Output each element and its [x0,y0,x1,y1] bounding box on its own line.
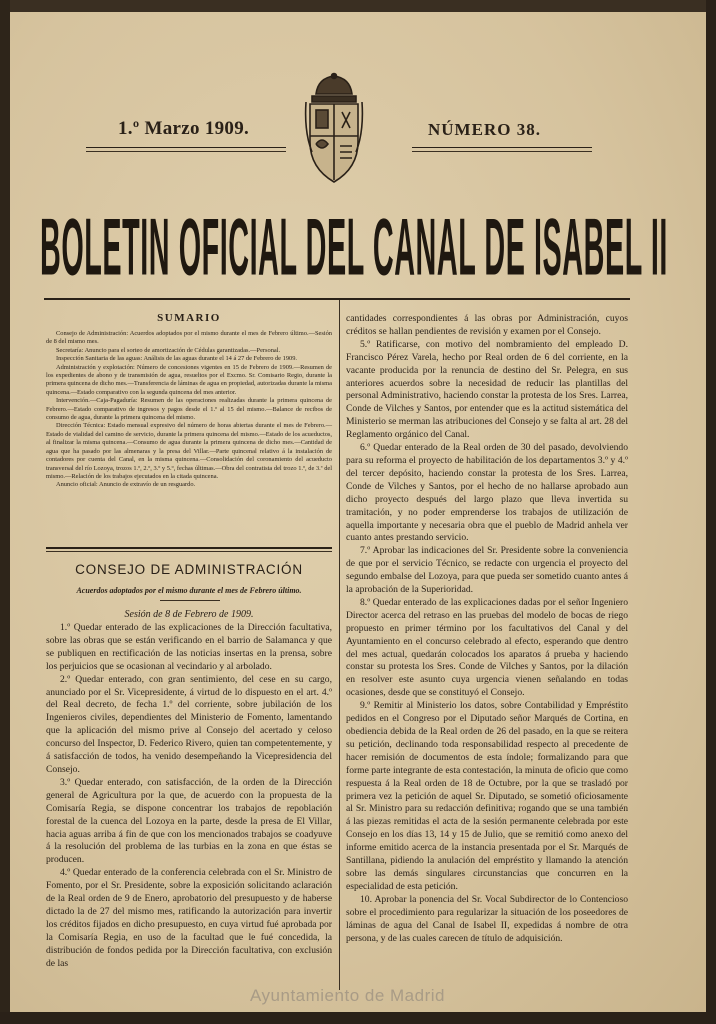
summary-paragraph: Intervención.—Caja-Pagaduría: Resumen de las operaciones realizadas durante la primera quincena de Febrero.—Estado comparativo de ingresos y pagos desde el 1.º al 15 del mismo.—Balance de recibos de consumo de agua, durante la primera quincena del mismo. [46,397,332,422]
column-divider [339,300,340,990]
header-rule-right [412,147,592,148]
bottom-edge [0,1012,716,1024]
masthead-title: BOLETIN OFICIAL DEL CANAL DE ISABEL II [40,203,668,294]
right-column-body [346,313,628,945]
summary-title: SUMARIO [157,312,221,324]
coat-of-arms-icon [302,72,366,188]
section-rule [46,547,332,549]
summary-body [46,330,332,490]
agreement-paragraph: 9.º Remitir al Ministerio los datos, sobre Contabilidad y Empréstito pedidos en el Congreso por el Diputado señor Marqués de Cortina, en obediencia debida de la Real orden de 26 del pasado, en la que se reitera su petición, declinando toda responsabilidad respecto al precedente de hacer remisión de documentos de esta índole; formalizando para que forme parte integrante de esta contestación, la minuta de oficio que como respuesta á la Real orden de 18 de Octubre, por la que se trasladó por primera vez la petición de aquel Sr. Diputado, se sometió oficiosamente al Sr. Ministro para su redacción definitiva; rogando que se una también á las piezas remitidas el acta de la sesión permanente celebrada por este Consejo en los días 13, 14 y 15 de Julio, que se remitió como anexo del informe emitido acerca de la instancia presentada por el Sr. Marqués de Santillana, pidiendo la anulación del empréstito y llamando la atención sobre las demás singulares circunstancias que concurren en la especialidad de esta petición. [346,700,628,892]
subtitle-rule [160,600,220,601]
agreement-paragraph: 6.º Quedar enterado de la Real orden de 30 del pasado, devolviendo para su reforma el proyecto de habilitación de los departamentos 3.º y 4.º del tercer depósito, haciendo constar la protesta de los Sres. Larrea, Conde de Vilches y Santos, por el hecho de no hallarse aprobado aun dicho proyecto después del largo plazo que lleva invertida su tramitación, y no poder emprenderse los trabajos de utilización de aquella importante y necesaria obra que el pueblo de Madrid anhela ver cuanto antes prestando servicio. [346,442,628,544]
left-column-body [46,622,332,970]
summary-paragraph: Administración y explotación: Número de concesiones vigentes en 15 de Febrero de 1909.—Resumen de los expedientes de abono y de transmisión de agua, resueltos por el Excmo. Sr. Comisario Regio, durante la primera quincena de dicho mes.—Transferencia de láminas de agua en propiedad, autorizadas durante la misma quincena.—Estado comparativo con la segunda quincena del mes anterior. [46,363,332,396]
summary-paragraph: Secretaría: Anuncio para el sorteo de amortización de Cédulas garantizadas.—Personal. [56,346,281,354]
agreement-paragraph: cantidades correspondientes á las obras por Administración, cuyos créditos se hallan pendientes de revisión y examen por el Consejo. [346,313,628,337]
summary-paragraph: Consejo de Administración: Acuerdos adoptados por el mismo durante el mes de Febrero último.—Sesión de 8 del mismo mes. [46,330,332,346]
summary-paragraph: Dirección Técnica: Estado mensual expresivo del número de horas abiertas durante el mes de Febrero.—Estado de vialidad del camino de servicio, durante la primera quincena del mismo.—Estado de los acueductos, al finalizar la misma quincena.—Consumo de agua durante la primera quincena de dicho mes.—Cantidad de agua que ha pasado por las almenaras y la presa del Villar.—Parte quincenal relativo á la instalación de contadores por cuenta del Canal, en la misma quincena.—Consolidación del coronamiento del acueducto transversal del río Lozoya, trozos 1.º, 2.º, 3.º y 5.º, fechas últimas.—Obra del contratista del trozo 1.º, de 3.ª del mismo.—Relación de los trabajos ejecutados en la citada quincena. [46,422,332,480]
issue-number: NÚMERO 38. [428,120,541,139]
masthead-rule [44,298,630,300]
header-rule-left [86,147,286,148]
page-edge [706,0,716,1024]
header-rule-left-thin [86,151,286,152]
section-subtitle: Acuerdos adoptados por el mismo durante el mes de Febrero último. [76,586,302,595]
agreement-paragraph: 10. Aprobar la ponencia del Sr. Vocal Subdirector de lo Contencioso sobre el procedimiento para regularizar la situación de los poseedores de láminas de agua del Canal de Isabel II, expedidas á nombre de otra persona, y de las cuales carecen de título de adquisición. [346,893,628,944]
agreement-paragraph: 1.º Quedar enterado de las explicaciones de la Dirección facultativa, sobre las obras que se están verificando en el barrio de Salamanca y que se publiquen en rectificación de las noticias insertas en la prensa, sobre los perjuicios que se ocasionan al vecindario y al arbolado. [46,622,332,672]
agreement-paragraph: 7.º Aprobar las indicaciones del Sr. Presidente sobre la conveniencia de que por el servicio Técnico, se redacte con urgencia el proyecto del segundo embalse del Lozoya, para que pueda ser sometido cuanto antes á la aprobación de la Superioridad. [346,545,628,596]
agreement-paragraph: 4.º Quedar enterado de la conferencia celebrada con el Sr. Ministro de Fomento, por el Sr. Presidente, sobre la exposición solicitando aclaración de la Real orden de 9 de Enero, aprobatorio del presupuesto y de haberse dictado la de 27 del mismo mes, ratificando la autorización para invertir los créditos fijados en dicho presupuesto, en cuya virtud fué aprobada por la Comisaría Regia, en uso de la facultad que le fué concedida, la distribución de fondos pedida por la Dirección facultativa, con exclusión de las [46,867,332,969]
agreement-paragraph: 8.º Quedar enterado de las explicaciones dadas por el señor Ingeniero Director acerca del retraso en las pruebas del modelo de bocas de riego propuesto en primer término por los facultativos del Canal y del Ayuntamiento en el concurso celebrado al efecto, esperando que dentro del mes actual, quedarán colocados los aparatos á prueba y haciendo constar su protesta los Sres. Conde de Vilches y Santos, por la dilación en resolver este asunto cuya urgencia vienen señalando en todas ocasiones, desde que se constituyó el Consejo. [346,596,628,699]
session-heading: Sesión de 8 de Febrero de 1909. [124,609,254,620]
header-rule-right-thin [412,151,592,152]
issue-date: 1.º Marzo 1909. [118,118,250,139]
agreement-paragraph: 3.º Quedar enterado, con satisfacción, de la orden de la Dirección general de Agricultura por la que, de acuerdo con la propuesta de la Comisaría Regia, se dispone concentrar los trabajos de repoblación forestal de la cuenca del Lozoya en la parte, desde la presa de El Villar, hacia aguas arriba á fin de que con los mencionados trabajos se coadyuve á la resolución del problema de las turbias en la zona en que éstas se producen. [46,776,332,866]
book-spine [0,0,10,1024]
summary-paragraph: Anuncio oficial: Anuncio de extravío de un resguardo. [56,481,196,489]
summary-paragraph: Inspección Sanitaria de las aguas: Análisis de las aguas durante el 14 á 27 de Febrero de 1909. [56,355,297,363]
agreement-paragraph: 2.º Quedar enterado, con gran sentimiento, del cese en su cargo, anunciado por el Sr. Vicepresidente, á virtud de lo dispuesto en el art. 4.º del Real decreto, de fecha 1.º del corriente, sobre jubilación de los Ingenieros civiles, dependientes del Ministerio de Fomento, lamentando que la aplicación del mismo prive al Consejo del acertado y celoso concurso del Inspector, D. Federico Rivero, quien tan competentemente, y á satisfacción de todos, ha venido desempeñando la Vicepresidencia del Consejo. [46,673,332,775]
section-rule-thin [46,551,332,552]
section-title: CONSEJO DE ADMINISTRACIÓN [75,562,303,577]
watermark-text: Ayuntamiento de Madrid [250,986,445,1005]
agreement-paragraph: 5.º Ratificarse, con motivo del nombramiento del empleado D. Francisco Pérez Varela, hecho por Real orden de 6 del corriente, en la vacante producida por la renuncia de destino del Sr. Pelegra, en sus anteriores acuerdos sobre la necesidad de reducir las plantillas del personal Administrativo, haciendo constar la protesta de los Sres. Larrea, Conde de Vilches y Santos, por entender que es la actitud sistemática del Ministerio se merman las atribuciones del Consejo y se falta al art. 28 del Reglamento orgánico del Canal. [346,338,628,441]
